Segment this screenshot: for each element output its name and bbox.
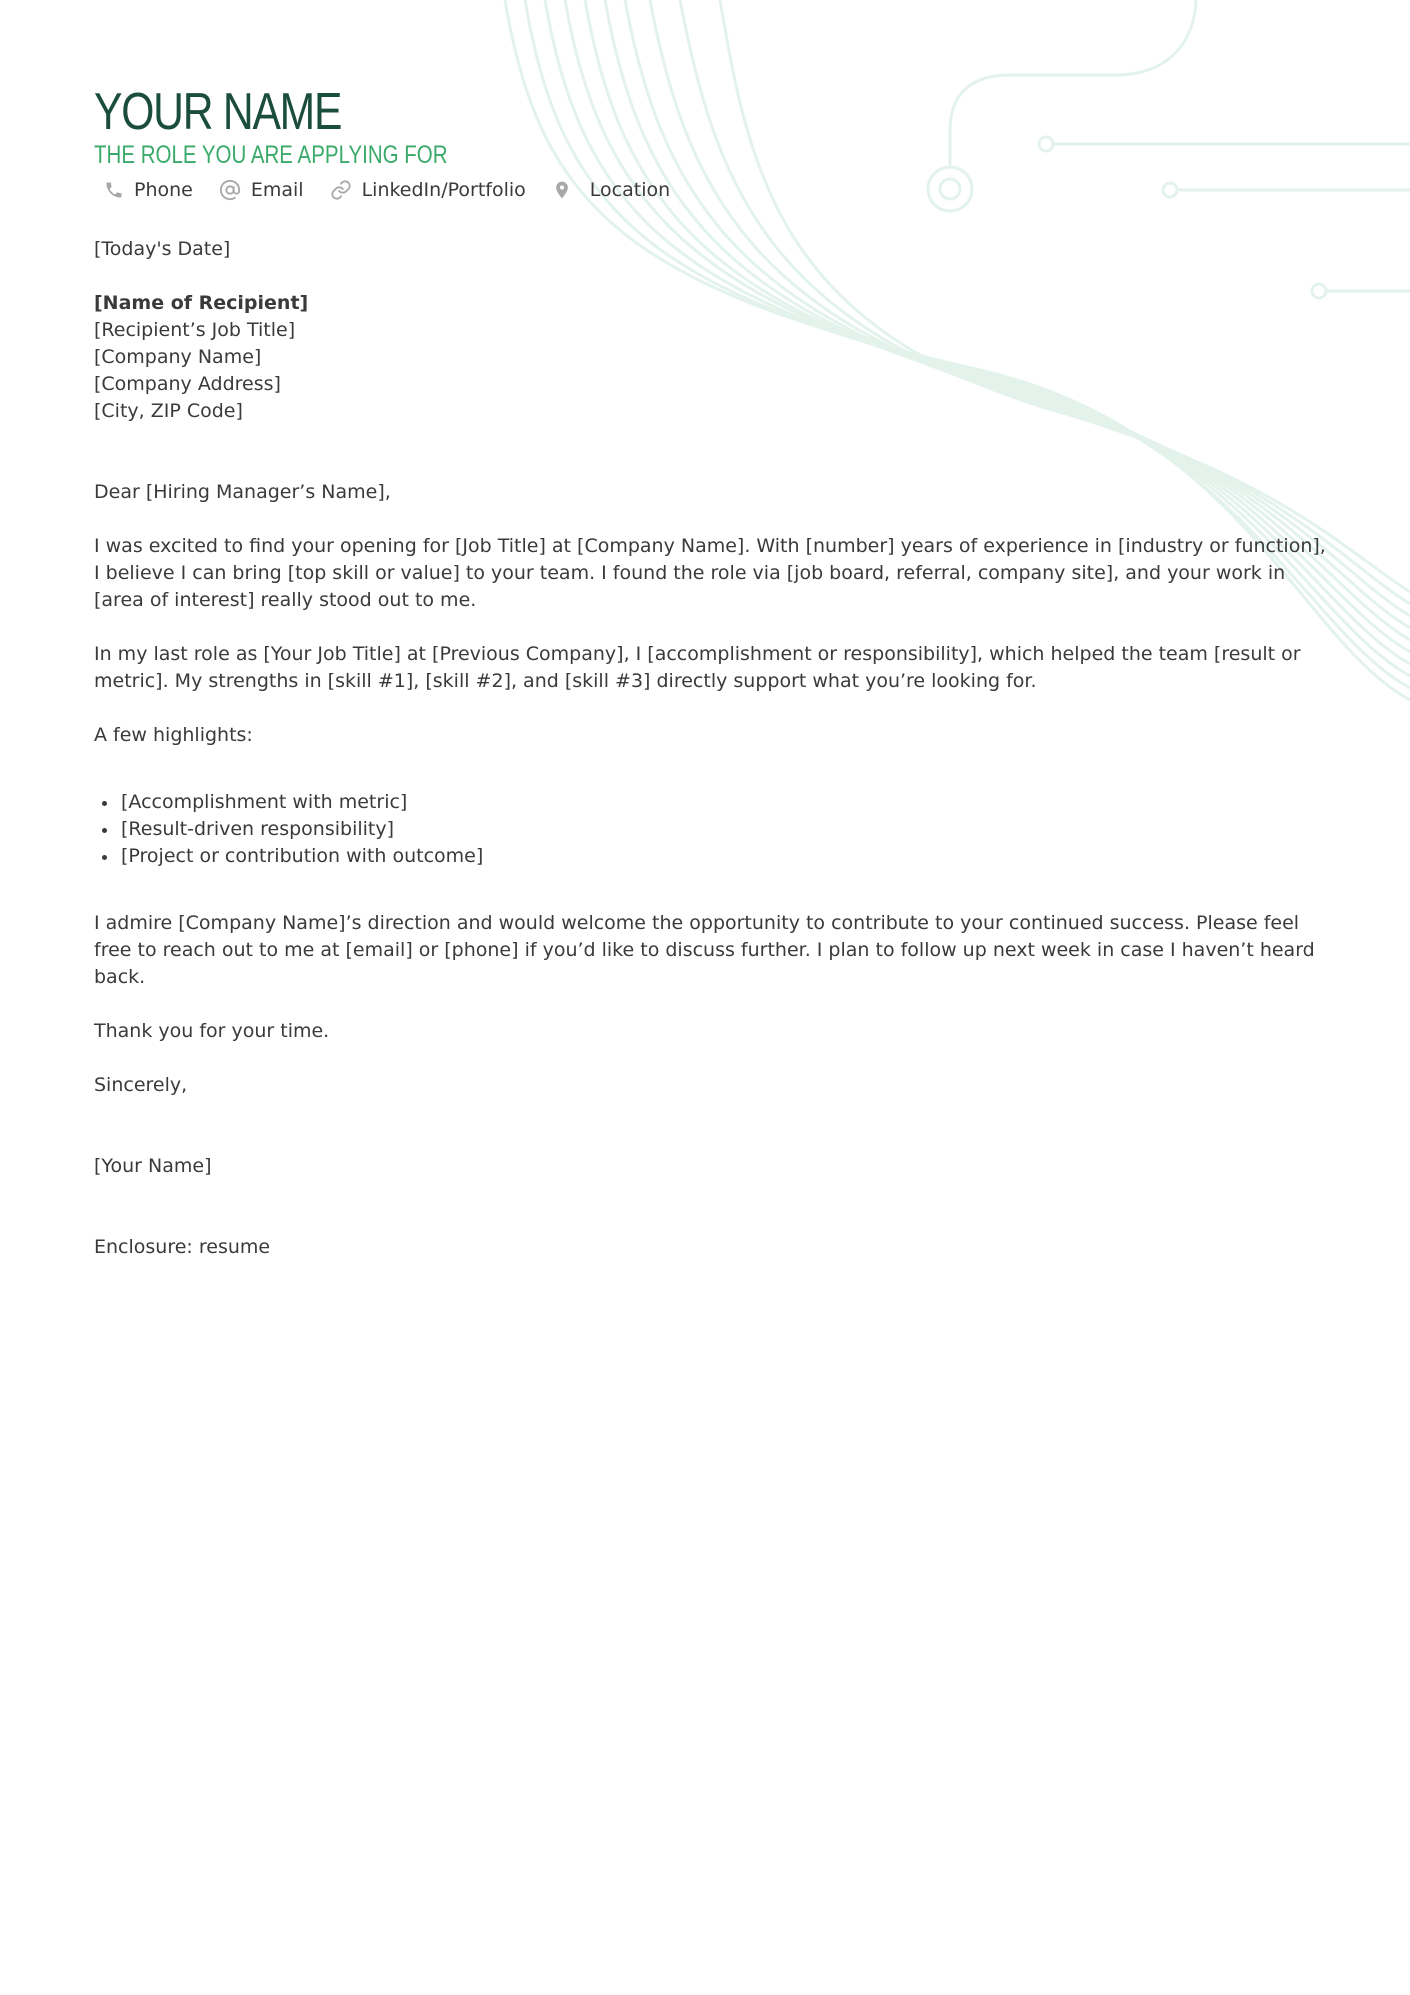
applied-role: THE ROLE YOU ARE APPLYING FOR — [94, 141, 448, 169]
recipient-address: [Company Address] — [94, 373, 281, 395]
letter-body — [94, 236, 1334, 1261]
at-icon — [219, 179, 241, 201]
highlights-list — [94, 789, 1334, 870]
recipient-city-zip: [City, ZIP Code] — [94, 400, 243, 422]
applicant-name: YOUR NAME — [94, 83, 342, 141]
paragraph-closing: I admire [Company Name]’s direction and would welcome the opportunity to contribute to your continued success. Please feel free to reach out to me at [email] or [phone] if you’d like to discuss further. I plan to follow up next week in case I haven’t heard back. — [94, 912, 1315, 988]
thanks-line: Thank you for your time. — [94, 1020, 330, 1042]
contact-email — [219, 175, 304, 205]
location-pin-icon — [552, 179, 572, 201]
closing-salutation: Sincerely, — [94, 1074, 188, 1096]
recipient-job-title: [Recipient’s Job Title] — [94, 319, 296, 341]
recipient-company: [Company Name] — [94, 346, 262, 368]
contact-phone-label: Phone — [134, 179, 193, 201]
paragraph-experience: In my last role as [Your Job Title] at [Previous Company], I [accomplishment or responsibility], which helped the team [result or metric]. My strengths in [skill #1], [skill #2], and [skill #3] directly support what you’re looking for. — [94, 643, 1301, 692]
highlights-intro: A few highlights: — [94, 724, 253, 746]
greeting: Dear [Hiring Manager’s Name], — [94, 481, 391, 503]
enclosure-note: Enclosure: resume — [94, 1236, 271, 1258]
contact-location-label: Location — [589, 179, 671, 201]
signature-name: [Your Name] — [94, 1155, 212, 1177]
recipient-name: [Name of Recipient] — [94, 292, 309, 314]
contact-bar — [104, 175, 696, 205]
phone-icon — [104, 180, 124, 200]
letter-date: [Today's Date] — [94, 238, 231, 260]
contact-email-label: Email — [250, 179, 304, 201]
contact-location — [552, 175, 670, 205]
list-item: [Accomplishment with metric] — [94, 789, 1334, 816]
contact-phone — [104, 175, 193, 205]
list-item: [Result-driven responsibility] — [94, 816, 1334, 843]
contact-linkedin-label: LinkedIn/Portfolio — [361, 179, 526, 201]
contact-linkedin — [330, 175, 526, 205]
link-icon — [330, 179, 352, 201]
list-item: [Project or contribution with outcome] — [94, 843, 1334, 870]
paragraph-intro: I was excited to find your opening for [Job Title] at [Company Name]. With [number] years of experience in [industry or function], I believe I can bring [top skill or value] to your team. I found the role via [job board, referral, company site], and your work in [area of interest] really stood out to me. — [94, 535, 1326, 611]
recipient-block — [94, 290, 1334, 425]
